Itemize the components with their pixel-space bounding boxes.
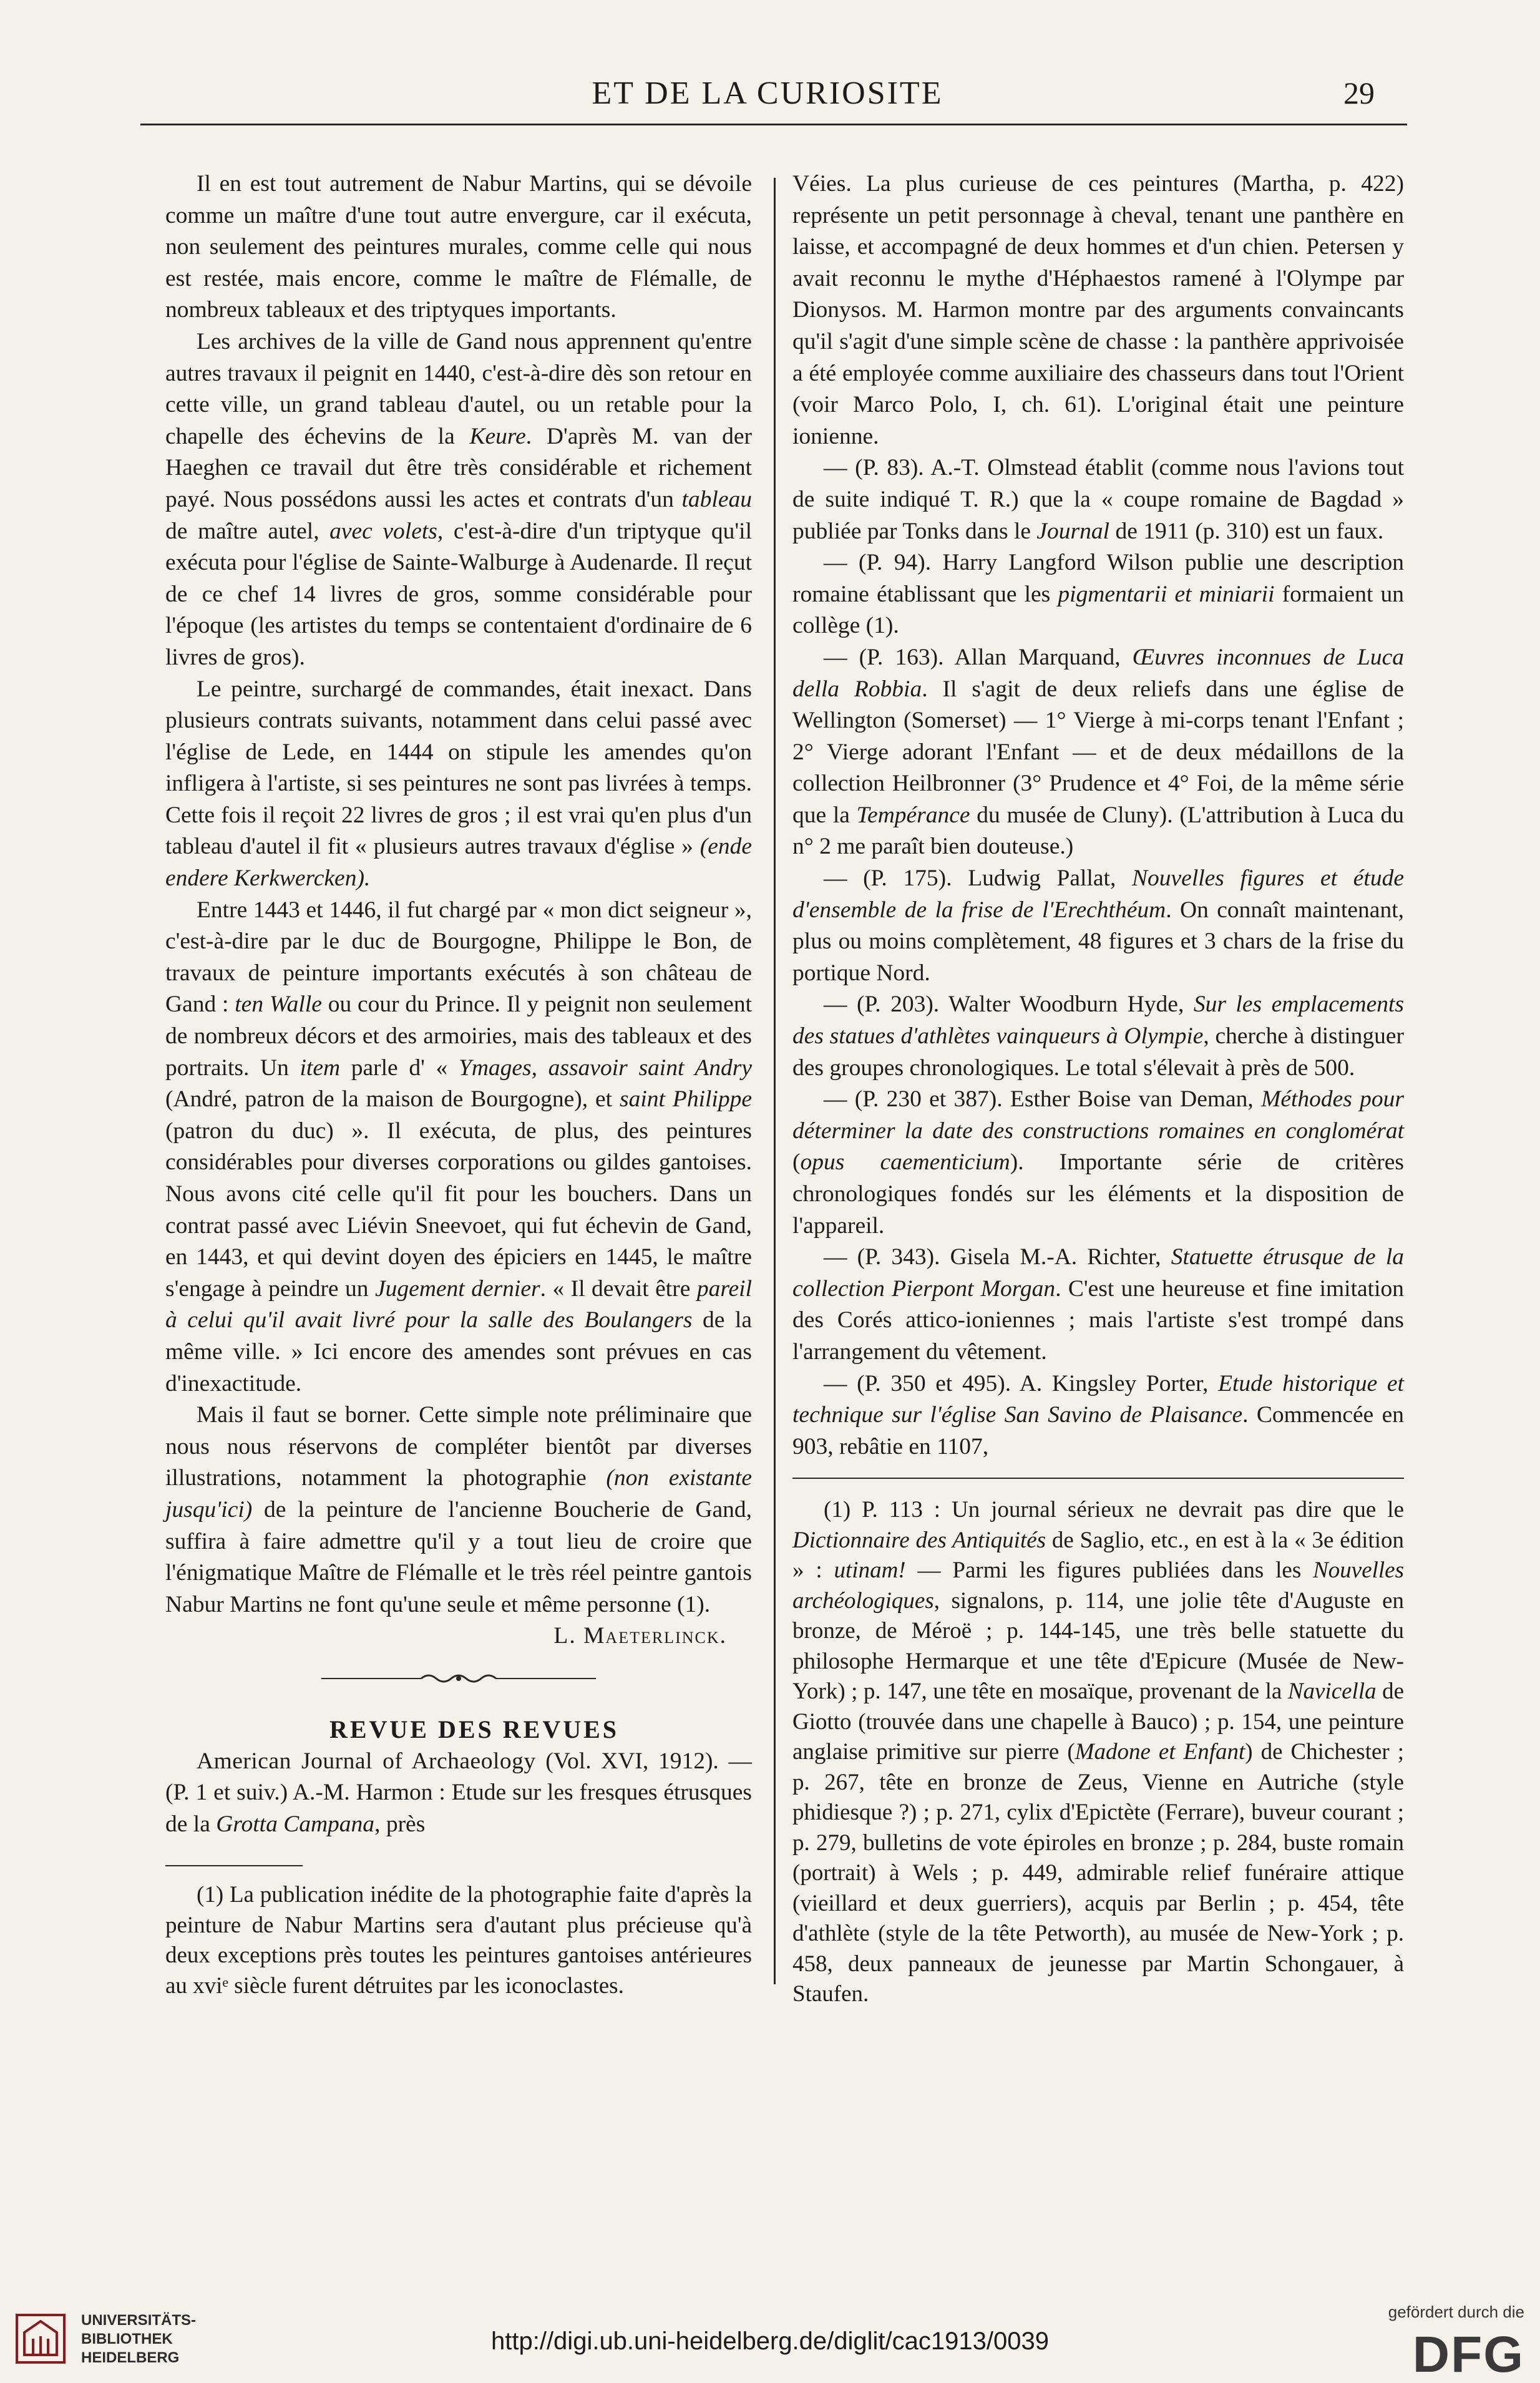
right-column xyxy=(792,168,1404,2010)
library-name: UNIVERSITÄTS- BIBLIOTHEK HEIDELBERG xyxy=(81,2312,197,2366)
paragraph: Les archives de la ville de Gand nous apprennent qu'entre autres travaux il peignit en 1440, c'est-à-dire dès son retour en cette ville, un grand tableau d'autel, ou un retable pour la chapelle des échevins de la Keure. D'après M. van der Haeghen ce travail dut être très considérable et richement payé. Nous possédons aussi les actes et contrats d'un tableau de maître autel, avec volets, c'est-à-dire d'un triptyque qu'il exécuta pour l'église de Sainte-Walburge à Audenarde. Il reçut de ce chef 14 livres de gros, somme considérable pour l'époque (les artistes du temps se contentaient d'ordinaire de 6 livres de gros). xyxy=(165,328,752,670)
column-divider xyxy=(774,178,776,1984)
review-entry: American Journal of Archaeology (Vol. XVI, 1912). — (P. 1 et suiv.) A.-M. Harmon : Etude sur les fresques étrusques de la Grotta Campana, près xyxy=(165,1748,752,1837)
paragraph: Le peintre, surchargé de commandes, était inexact. Dans plusieurs contrats suivants, notamment dans celui passé avec l'église de Lede, en 1444 on stipule les amendes qu'on infligera à l'artiste, si ses peintures ne sont pas livrées à temps. Cette fois il reçoit 22 livres de gros ; il est vrai qu'en plus d'un tableau d'autel il fit « plusieurs autres travaux d'église » (ende endere Kerkwercken). xyxy=(165,676,752,892)
paragraph: Entre 1443 et 1446, il fut chargé par « mon dict seigneur », c'est-à-dire par le duc de Bourgogne, Philippe le Bon, de travaux de peinture importants exécutés à son château de Gand : ten Walle ou cour du Prince. Il y peignit non seulement de nombreux décors et des armoiries, mais des tableaux et des portraits. Un item parle d' « Ymages, assavoir saint Andry (André, patron de la maison de Bourgogne), et saint Philippe (patron du duc) ». Il exécuta, de plus, des peintures considérables pour diverses corporations ou gildes gantoises. Nous avons cité celle qu'il fit pour les bouchers. Dans un contrat passé avec Liévin Sneevoet, qui fut échevin de Gand, en 1443, et qui devint doyen des épiciers en 1445, le maître s'engage à peindre un Jugement dernier. « Il devait être pareil à celui qu'il avait livré pour la salle des Boulangers de la même ville. » Ici encore des amendes sont prévues en cas d'inexactitude. xyxy=(165,897,753,1396)
footnote: (1) P. 113 : Un journal sérieux ne devrait pas dire que le Dictionnaire des Antiquités de Saglio, etc., en est à la « 3e édition » : utinam! — Parmi les figures publiées dans les Nouvelles archéologiques, signalons, p. 114, une jolie tête d'Auguste en bronze, de Méroë ; p. 144-145, une très belle statuette du philosophe Hermarque et une tête d'Epicure (Musée de New-York) ; p. 147, une tête en mosaïque, provenant de la Navicella de Giotto (trouvée dans une chapelle à Bauco) ; p. 154, une peinture anglaise primitive sur pierre (Madone et Enfant) de Chichester ; p. 267, tête en bronze de Zeus, Vienne en Autriche (style phidiesque ?) ; p. 271, cylix d'Epictète (Ferrare), buveur courant ; p. 279, bulletins de vote épiroles en bronze ; p. 284, buste romain (portrait) à Wels ; p. 449, admirable relief funéraire attique (vieillard et deux guerriers), acquis par Berlin ; p. 454, tête d'athlète (style de la tête Petworth), au musée de New-York ; p. 458, deux panneaux de jeunesse par Martin Schongauer, à Staufen. xyxy=(792,1497,1404,2007)
paragraph: — (P. 94). Harry Langford Wilson publie une description romaine établissant que les pigmentarii et miniarii formaient un collège (1). xyxy=(792,550,1404,639)
funding-logo xyxy=(1325,2303,1524,2383)
author-signature: L. Maeterlinck. xyxy=(553,1623,727,1649)
ornament-divider xyxy=(321,1671,596,1686)
paragraph: — (P. 203). Walter Woodburn Hyde, Sur les emplacements des statues d'athlètes vainqueurs à Olympie, cherche à distinguer des groupes chronologiques. Le total s'élevait à près de 500. xyxy=(792,992,1405,1081)
source-url-link[interactable]: http://digi.ub.uni-heidelberg.de/diglit/cac1913/0039 xyxy=(491,2327,1049,2355)
running-title: ET DE LA CURIOSITE xyxy=(592,76,943,111)
running-head xyxy=(0,75,1540,125)
paragraph: — (P. 230 et 387). Esther Boise van Deman, Méthodes pour déterminer la date des constructions romaines en conglomérat (opus caementicium). Importante série de critères chronologiques fondés sur les éléments et la disposition de l'appareil. xyxy=(792,1086,1405,1239)
paragraph: Mais il faut se borner. Cette simple note préliminaire que nous nous réservons de compléter bientôt par diverses illustrations, notamment la photographie (non existante jusqu'ici) de la peinture de l'ancienne Boucherie de Gand, suffira à faire admettre qu'il y a tout lieu de croire que l'énigmatique Maître de Flémalle et le très réel peintre gantois Nabur Martins ne font qu'une seule et même personne (1). xyxy=(165,1402,752,1617)
paragraph: — (P. 163). Allan Marquand, Œuvres inconnues de Luca della Robbia. Il s'agit de deux reliefs dans une église de Wellington (Somerset) — 1° Vierge à mi-corps tenant l'Enfant ; 2° Vierge adorant l'Enfant — et de deux médaillons de la collection Heilbronner (3° Prudence et 4° Foi, de la même série que la Tempérance du musée de Cluny). (L'attribution à Luca du n° 2 me paraît bien douteuse.) xyxy=(792,644,1404,860)
page-number: 29 xyxy=(1343,76,1375,110)
footnote-rule xyxy=(792,1478,1404,1479)
footnote: (1) La publication inédite de la photographie faite d'après la peinture de Nabur Martins sera d'autant plus précieuse qu'à deux exceptions près toutes les peintures gantoises antérieures au xviᵉ siècle furent détruites par les iconoclastes. xyxy=(165,1882,752,1999)
dfg-logo: DFG xyxy=(1412,2326,1524,2383)
paragraph: — (P. 83). A.-T. Olmstead établit (comme nous l'avions tout de suite indiqué T. R.) que la « coupe romaine de Bagdad » publiée par Tonks dans le Journal de 1911 (p. 310) est un faux. xyxy=(792,455,1404,544)
paragraph: Il en est tout autrement de Nabur Martins, qui se dévoile comme un maître d'une tout autre envergure, car il exécuta, non seulement des peintures murales, comme celle qui nous est restée, mais encore, comme le maître de Flémalle, de nombreux tableaux et des triptyques importants. xyxy=(165,171,752,323)
digitization-footer xyxy=(0,2303,1540,2381)
section-title: REVUE DES REVUES xyxy=(329,1715,620,1743)
funding-caption: gefördert durch die xyxy=(1388,2303,1524,2321)
paragraph: Véies. La plus curieuse de ces peintures (Martha, p. 422) représente un petit personnage à cheval, tenant une panthère en laisse, et accompagné de deux hommes et d'un chien. Petersen y avait reconnu le mythe d'Héphaestos ramené à l'Olympe par Dionysos. M. Harmon montre par des arguments convaincants qu'il s'agit d'une simple scène de chasse : la panthère apprivoisée a été employée comme auxiliaire des chasseurs dans tout l'Orient (voir Marco Polo, I, ch. 61). L'original était une peinture ionienne. xyxy=(792,171,1404,449)
paragraph: — (P. 343). Gisela M.-A. Richter, Statuette étrusque de la collection Pierpont Morgan. C'est une heureuse et fine imitation des Corés attico-ioniennes ; mais l'artiste s'est trompé dans l'arrangement du vêtement. xyxy=(792,1244,1405,1365)
left-column xyxy=(165,168,752,2001)
paragraph: — (P. 175). Ludwig Pallat, Nouvelles figures et étude d'ensemble de la frise de l'Erechthéum. On connaît maintenant, plus ou moins complètement, 48 figures et 3 chars de la frise du portique Nord. xyxy=(792,865,1404,986)
header-rule xyxy=(140,124,1407,125)
paragraph: — (P. 350 et 495). A. Kingsley Porter, Etude historique et technique sur l'église San Savino de Plaisance. Commencée en 903, rebâtie en 1107, xyxy=(792,1370,1405,1460)
footnote-rule xyxy=(165,1865,303,1866)
